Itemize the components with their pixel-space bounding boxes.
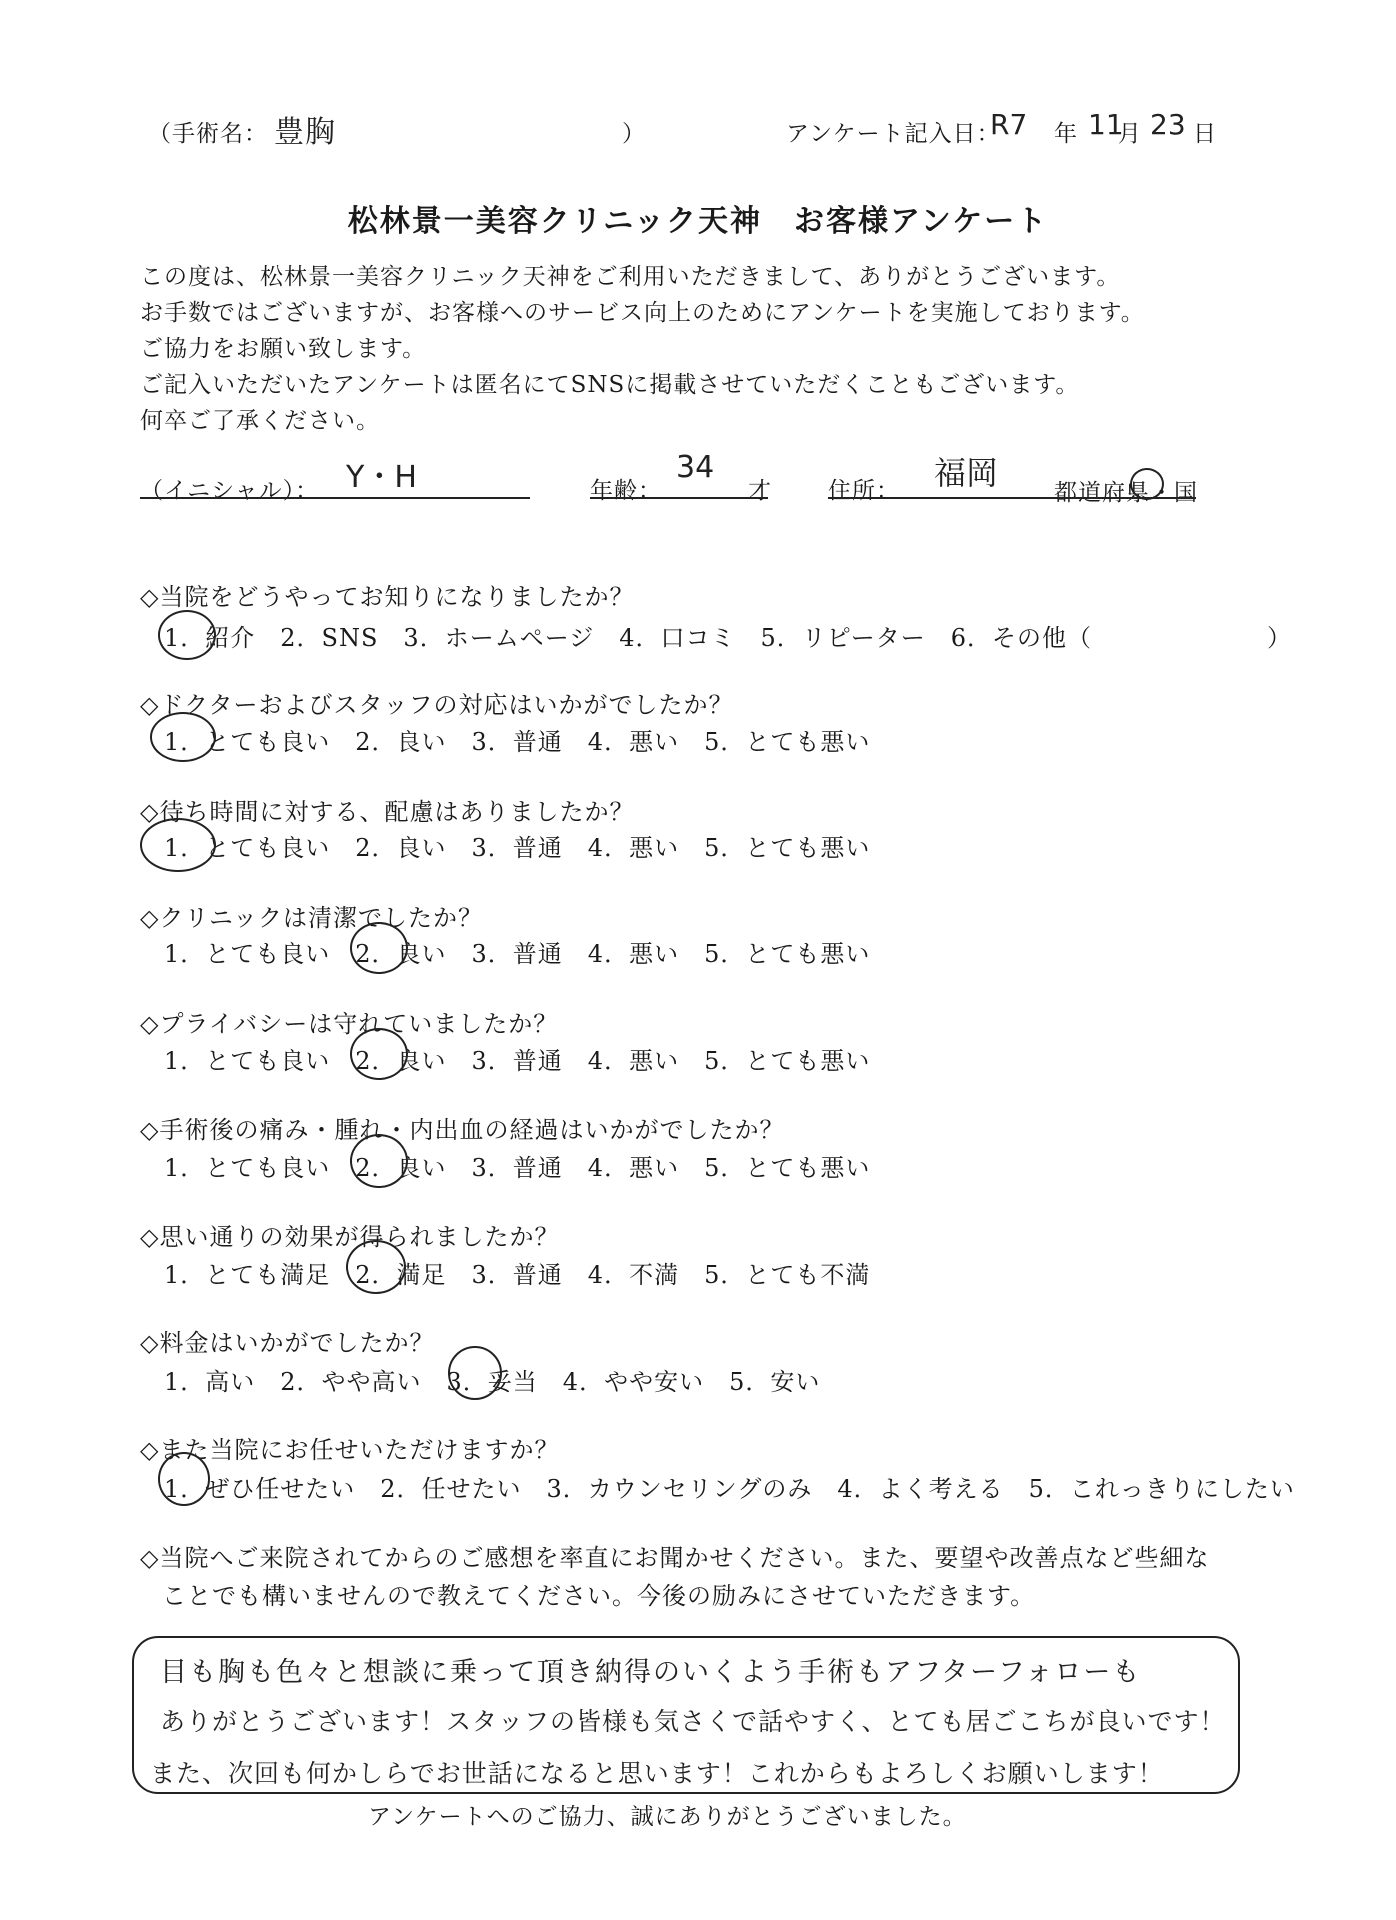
date-label: アンケート記入日： bbox=[786, 121, 1001, 147]
address-suffix: 都道府県・国 bbox=[1054, 480, 1198, 506]
question-3-answer-circle bbox=[140, 818, 216, 872]
month-label: 月 bbox=[1118, 121, 1142, 147]
address-label: 住所： bbox=[828, 478, 900, 504]
question-9-options: 1．ぜひ任せたい 2．任せたい 3．カウンセリングのみ 4．よく考える 5．これっきりにしたい bbox=[164, 1475, 1295, 1503]
feedback-prompt-line-1: ◇当院へご来院されてからのご感想を率直にお聞かせください。また、要望や改善点など些細な bbox=[140, 1544, 1210, 1572]
month-value: 11 bbox=[1088, 108, 1124, 141]
age-unit: 才 bbox=[748, 478, 772, 504]
question-5: ◇プライバシーは守れていましたか？ bbox=[140, 1010, 559, 1038]
question-7-options: 1．とても満足 2．満足 3．普通 4．不満 5．とても不満 bbox=[164, 1261, 871, 1289]
question-8: ◇料金はいかがでしたか？ bbox=[140, 1329, 435, 1357]
question-4: ◇クリニックは清潔でしたか？ bbox=[140, 904, 484, 932]
question-9: ◇また当院にお任せいただけますか？ bbox=[140, 1436, 560, 1464]
question-2-answer-circle bbox=[150, 712, 216, 762]
question-2-options: 1．とても良い 2．良い 3．普通 4．悪い 5．とても悪い bbox=[164, 728, 871, 756]
question-8-options: 1．高い 2．やや高い 3．妥当 4．やや安い 5．安い bbox=[164, 1368, 821, 1396]
question-3-options: 1．とても良い 2．良い 3．普通 4．悪い 5．とても悪い bbox=[164, 834, 871, 862]
question-5-answer-circle bbox=[350, 1028, 408, 1080]
question-6-answer-circle bbox=[350, 1134, 408, 1188]
feedback-handwritten-line-3: また、次回も何かしらでお世話になると思います！これからもよろしくお願いします！ bbox=[150, 1759, 1164, 1788]
footer-thanks: アンケートへのご協力、誠にありがとうございました。 bbox=[368, 1804, 967, 1830]
question-4-answer-circle bbox=[350, 922, 408, 974]
age-label: 年齢： bbox=[590, 478, 662, 504]
date-era: R7 bbox=[990, 108, 1028, 141]
intro-line-4: ご記入いただいたアンケートは匿名にてSNSに掲載させていただくこともございます。 bbox=[140, 372, 1080, 398]
day-value: 23 bbox=[1150, 108, 1186, 141]
feedback-handwritten-line-2: ありがとうございます！スタッフの皆様も気さくで話やすく、とても居ごこちが良いです！ bbox=[160, 1707, 1226, 1736]
intro-line-1: この度は、松林景一美容クリニック天神をご利用いただきまして、ありがとうございます。 bbox=[140, 264, 1121, 290]
intro-line-2: お手数ではございますが、お客様へのサービス向上のためにアンケートを実施しております。 bbox=[140, 300, 1145, 326]
page-title: 松林景一美容クリニック天神 お客様アンケート bbox=[347, 204, 1049, 239]
question-4-options: 1．とても良い 2．良い 3．普通 4．悪い 5．とても悪い bbox=[164, 940, 871, 968]
intro-line-5: 何卒ご了承ください。 bbox=[140, 408, 380, 434]
question-1-answer-circle bbox=[158, 610, 216, 660]
question-8-answer-circle bbox=[448, 1346, 502, 1400]
initial-underline bbox=[140, 497, 530, 499]
age-underline bbox=[590, 497, 768, 499]
age-value: 34 bbox=[676, 450, 715, 485]
intro-line-3: ご協力をお願い致します。 bbox=[140, 336, 427, 362]
initial-value: Y・H bbox=[346, 460, 417, 495]
question-1: ◇当院をどうやってお知りになりましたか？ bbox=[140, 583, 635, 611]
day-label: 日 bbox=[1193, 121, 1217, 147]
question-6-options: 1．とても良い 2．良い 3．普通 4．悪い 5．とても悪い bbox=[164, 1154, 871, 1182]
question-2: ◇ドクターおよびスタッフの対応はいかがでしたか？ bbox=[140, 691, 734, 719]
question-5-options: 1．とても良い 2．良い 3．普通 4．悪い 5．とても悪い bbox=[164, 1047, 871, 1075]
address-value: 福岡 bbox=[934, 454, 999, 492]
surgery-label: （手術名： bbox=[148, 121, 268, 147]
surgery-close: ） bbox=[622, 121, 646, 147]
feedback-prompt-line-2: ことでも構いませんので教えてください。今後の励みにさせていただきます。 bbox=[162, 1582, 1036, 1610]
question-7: ◇思い通りの効果が得られましたか？ bbox=[140, 1223, 560, 1251]
question-7-answer-circle bbox=[346, 1240, 406, 1294]
prefecture-circle-mark bbox=[1130, 468, 1164, 500]
feedback-handwritten-line-1: 目も胸も色々と想談に乗って頂き納得のいくよう手術もアフターフォローも bbox=[160, 1657, 1142, 1688]
question-9-answer-circle bbox=[158, 1452, 210, 1506]
question-1-options: 1．紹介 2．SNS 3．ホームページ 4．口コミ 5．リピーター 6．その他（ ） bbox=[164, 624, 1293, 652]
surgery-value: 豊胸 bbox=[274, 115, 336, 150]
initial-label: （イニシャル）： bbox=[140, 478, 320, 504]
year-label: 年 bbox=[1054, 121, 1078, 147]
question-6: ◇手術後の痛み・腫れ・内出血の経過はいかがでしたか？ bbox=[140, 1116, 785, 1144]
question-3: ◇待ち時間に対する、配慮はありましたか？ bbox=[140, 798, 635, 826]
